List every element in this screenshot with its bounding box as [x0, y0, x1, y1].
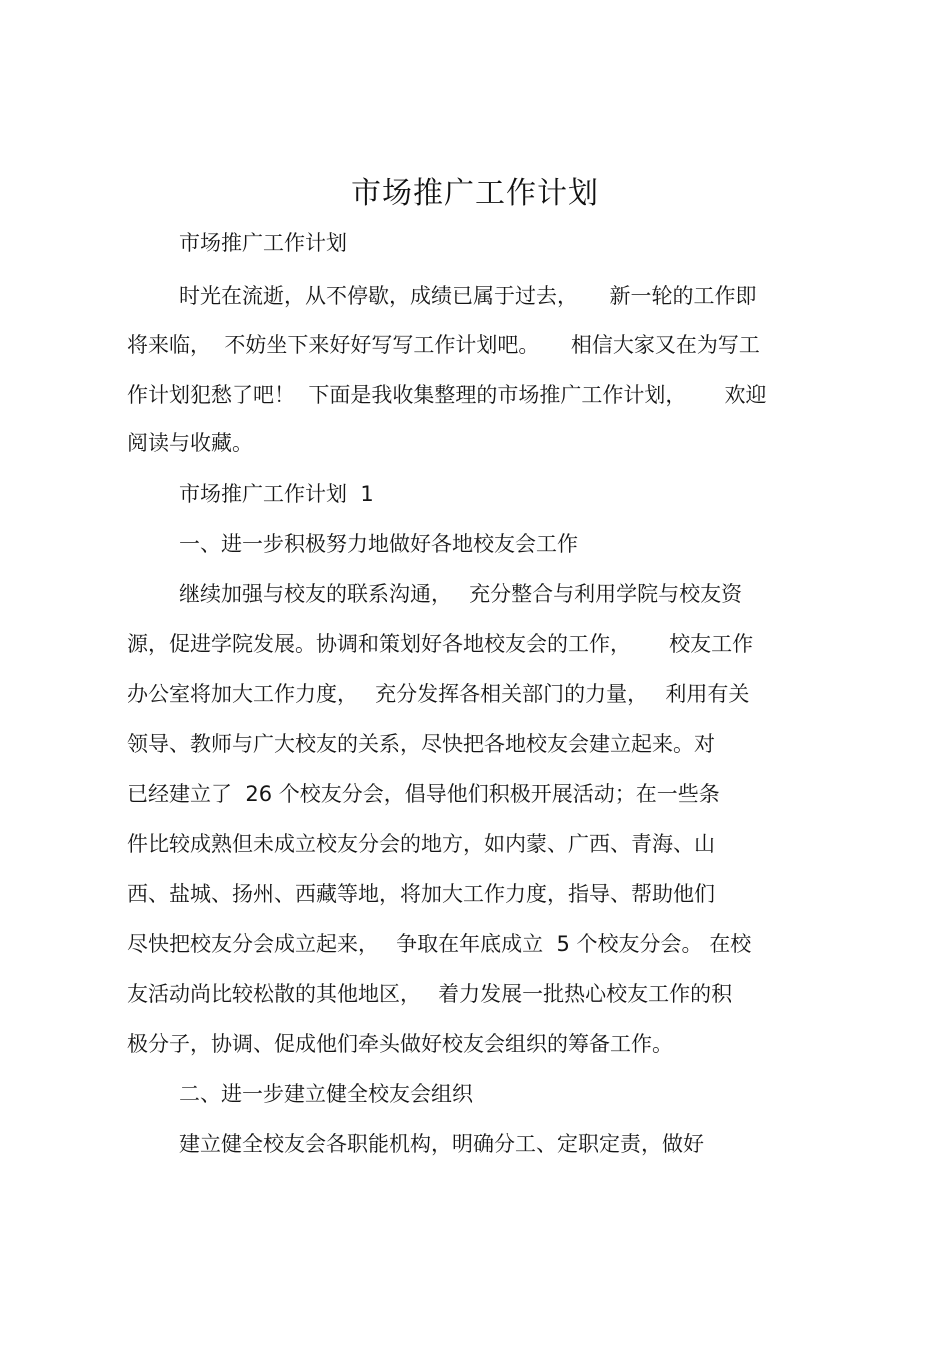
- paragraph-line: 友活动尚比较松散的其他地区， 着力发展一批热心校友工作的积: [127, 982, 733, 1006]
- paragraph-line: 继续加强与校友的联系沟通， 充分整合与利用学院与校友资: [179, 582, 743, 606]
- paragraph-line: 源，促进学院发展。协调和策划好各地校友会的工作， 校友工作: [127, 632, 754, 656]
- paragraph-line: 已经建立了 26 个校友分会，倡导他们积极开展活动；在一些条: [127, 782, 720, 806]
- paragraph-line: 件比较成熟但未成立校友分会的地方，如内蒙、广西、青海、山: [127, 832, 715, 856]
- section-heading: 市场推广工作计划 1: [179, 482, 374, 506]
- paragraph-line: 极分子，协调、促成他们牵头做好校友会组织的筹备工作。: [127, 1032, 673, 1056]
- paragraph-line: 阅读与收藏。: [127, 431, 253, 455]
- paragraph-line: 建立健全校友会各职能机构，明确分工、定职定责，做好: [179, 1132, 704, 1156]
- paragraph-line: 作计划犯愁了吧！ 下面是我收集整理的市场推广工作计划， 欢迎: [127, 383, 767, 407]
- paragraph-line: 西、盐城、扬州、西藏等地，将加大工作力度，指导、帮助他们: [127, 882, 715, 906]
- section-heading: 一、进一步积极努力地做好各地校友会工作: [179, 532, 578, 556]
- document-title: 市场推广工作计划: [351, 176, 599, 211]
- paragraph-line: 尽快把校友分会成立起来， 争取在年底成立 5 个校友分会。 在校: [127, 932, 752, 956]
- subtitle-line: 市场推广工作计划: [179, 231, 347, 255]
- section-heading: 二、进一步建立健全校友会组织: [179, 1082, 473, 1106]
- paragraph-line: 时光在流逝，从不停歇，成绩已属于过去， 新一轮的工作即: [179, 284, 757, 308]
- paragraph-line: 办公室将加大工作力度， 充分发挥各相关部门的力量， 利用有关: [127, 682, 750, 706]
- paragraph-line: 领导、教师与广大校友的关系，尽快把各地校友会建立起来。对: [127, 732, 715, 756]
- paragraph-line: 将来临， 不妨坐下来好好写写工作计划吧。 相信大家又在为写工: [127, 333, 760, 357]
